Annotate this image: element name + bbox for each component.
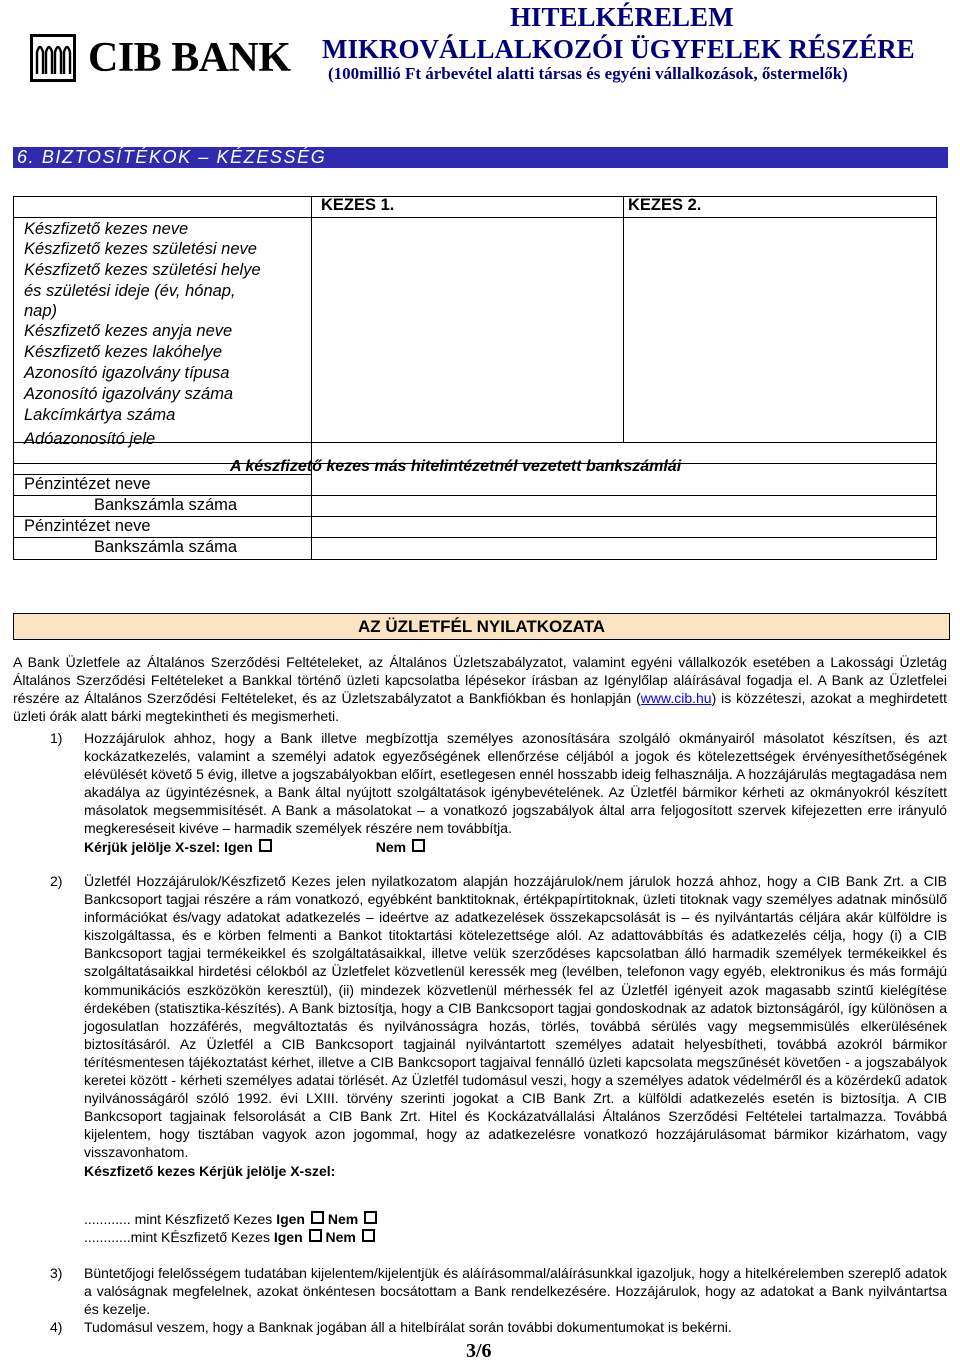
intro-text: ) is közzéteszi, azokat a meghirdetett üzleti órák alatt bárki megtekintheti és megismerheti. xyxy=(13,690,947,725)
row-label: Készfizető kezes születési helye xyxy=(24,261,261,279)
logo-text: CIB BANK xyxy=(88,35,291,81)
section-header xyxy=(13,147,948,168)
guarantor-table xyxy=(13,196,937,560)
yes-label: Igen xyxy=(273,1229,303,1246)
declaration-point-2 xyxy=(50,872,947,1180)
row-label: nap) xyxy=(24,302,58,320)
intro-text: A Bank Üzletfele az Általános Szerződési Feltételeket, az Általános Üzletszabályzatot, valamint egyéni vállalkozók esetében a Lakossági Üzletág Általános Szerződési Feltételeket a Bankkal történő üzleti kapcsolatba lépésekor írásban az Igénylőlap aláírásával fogadja el. A Bank az Üzletfelei részére az Általános Szerződési Feltételeket, és az Üzletszabályzatot a Bankfiókban és honlapján ( xyxy=(13,654,947,707)
guarantor-2-no-checkbox[interactable] xyxy=(362,1229,375,1242)
declaration-point-4 xyxy=(50,1318,947,1336)
consent-question: Kérjük jelölje X-szel: Igen xyxy=(84,838,253,855)
declaration-title: AZ ÜZLETFÉL NYILATKOZATA xyxy=(13,613,950,640)
column-header-guarantor-2: KEZES 2. xyxy=(628,196,702,214)
guarantor-1-yes-checkbox[interactable] xyxy=(311,1211,324,1224)
guarantor-2-yes-checkbox[interactable] xyxy=(309,1229,322,1242)
point-text: Tudomásul veszem, hogy a Banknak jogában áll a hitelbírálat során további dokumentumokat is bekérni. xyxy=(84,1319,732,1335)
page-number: 3/6 xyxy=(466,1340,492,1362)
declaration-point-1 xyxy=(50,729,947,856)
table-divider xyxy=(311,442,936,443)
point-number: 4) xyxy=(50,1319,63,1335)
row-label: Készfizető kezes anyja neve xyxy=(24,322,233,340)
no-checkbox[interactable] xyxy=(412,839,425,852)
declaration-point-3 xyxy=(50,1264,947,1318)
point-text: Hozzájárulok ahhoz, hogy a Bank illetve megbízottja személyes azonosítására szolgáló okmányairól másolatot készítsen, és azt kockázatkezelés, valamint a személyi adatok egyezőségének ellenőrzése céljából a jogok és kötelezettségek érvényesíthetőségének elévülését követő 5 évig, illetve a jogszabályokban előírt, esetlegesen ennél hosszabb ideig felhasználja. A hozzájárulás megtagadása nem akadálya az ügyintézésnek, a Bank által nyújtott szolgáltatások igénybevételének. Az Üzletfél bármikor kérheti az okmányokról készített másolatok megsemmisítését. A Bank a másolatokat – a vonatkozó jogszabályok által arra feljogosított szervek kifejezetten erre irányuló megkereséseit kivéve – harmadik személyek részére nem továbbítja. xyxy=(84,730,947,837)
guarantor-2-label: ............mint KÉszfizető Kezes xyxy=(84,1229,274,1246)
row-label: Azonosító igazolvány típusa xyxy=(24,364,230,382)
yes-checkbox[interactable] xyxy=(259,839,272,852)
header-note: (100millió Ft árbevétel alatti társas és egyéni vállalkozások, őstermelők) xyxy=(328,64,848,83)
no-label: Nem xyxy=(327,1211,359,1227)
declaration-intro xyxy=(13,653,947,725)
guarantor-2-consent xyxy=(84,1228,947,1246)
column-header-guarantor-1: KEZES 1. xyxy=(321,196,395,214)
bank-accounts-subheader: A készfizető kezes más hitelintézetnél vezetett bankszámlái xyxy=(230,458,682,475)
section-title: 6. BIZTOSÍTÉKOK – KÉZESSÉG xyxy=(17,147,327,167)
guarantor-1-no-checkbox[interactable] xyxy=(364,1211,377,1224)
table-divider xyxy=(623,197,624,442)
no-label: Nem xyxy=(325,1229,356,1246)
row-label: Készfizető kezes lakóhelye xyxy=(24,343,223,361)
website-link[interactable]: www.cib.hu xyxy=(640,690,712,707)
table-divider xyxy=(311,197,312,559)
table-divider xyxy=(14,217,936,218)
no-label: Nem xyxy=(375,838,407,855)
row-label: Azonosító igazolvány száma xyxy=(24,385,234,403)
row-label: Készfizető kezes neve xyxy=(24,220,189,238)
yes-label: Igen xyxy=(276,1211,305,1227)
point-number: 3) xyxy=(50,1265,63,1281)
guarantor-1-consent xyxy=(84,1210,947,1228)
cib-bank-logo xyxy=(30,34,292,82)
guarantor-consent-rows xyxy=(50,1210,947,1246)
table-divider xyxy=(14,516,936,517)
row-label: Készfizető kezes születési neve xyxy=(24,240,257,258)
row-label: Lakcímkártya száma xyxy=(24,406,176,424)
header-title: HITELKÉRELEM xyxy=(510,2,734,32)
header-subtitle: MIKROVÁLLALKOZÓI ÜGYFELEK RÉSZÉRE xyxy=(322,34,915,64)
guarantor-1-label: ............ mint Készfizető Kezes xyxy=(84,1211,277,1227)
consent-checkbox-row xyxy=(84,838,947,856)
bank-name-label: Pénzintézet neve xyxy=(24,475,151,493)
account-number-label: Bankszámla száma xyxy=(94,538,238,556)
row-label: és születési ideje (év, hónap, xyxy=(24,282,236,300)
bank-name-label: Pénzintézet neve xyxy=(24,517,151,535)
cib-logo-mark-icon xyxy=(30,34,76,82)
account-number-label: Bankszámla száma xyxy=(94,496,238,514)
point-text: Büntetőjogi felelősségem tudatában kijelentem/kijelentjük és aláírásommal/aláírásunkkal igazoljuk, hogy a hitelkérelemben szereplő adatok a valóságnak megfelelnek, azokat önkéntesen bocsátottam a Bank rendelkezésére. Hozzájárulok, hogy az adatokat a Bank nyilvántartsa és kezelje. xyxy=(84,1265,947,1318)
point-text: Üzletfél Hozzájárulok/Készfizető Kezes jelen nyilatkozatom alapján hozzájárulok/nem járulok hozzá ahhoz, hogy a CIB Bank Zrt. a CIB Bankcsoport tagjai részére a rám vonatkozó, egyébként banktitoknak, értékpapírtitoknak, üzleti titoknak vagy személyes adatnak minősülő információkat és/vagy adatokat adatkezelés – ideértve az adatkezelések összekapcsolását is – és nyilvántartás céljára akár külföldre is kiszolgáltassa, és e körben felmenti a Bankot titoktartási kötelezettsége alól. Az adattovábbítás és adatkezelés célja, hogy (i) a CIB Bankcsoport tagjai termékeikkel és szolgáltatásaikkal, illetve velük szerződéses kapcsolatban álló harmadik személyek termékeikkel és szolgáltatásaikkal hirdetési célokból az Üzletfelet közvetlenül keressék meg (levélben, telefonon vagy egyéb, elektronikus és más formájú kommunikációs eszközökön keresztül), (ii) mindezek közvetlenül mérhessék fel az Üzletfél igényeit azok magasabb szintű kielégítése érdekében (statisztika-készítés). A Bank biztosítja, hogy a CIB Bankcsoport tagjai gondoskodnak az adatok biztonságáról, így különösen a jogosulatlan hozzáférés, megváltoztatás és nyilvánosságra hozás, törlés, továbbá sérülés vagy megsemmisülés elkerülésének biztosításáról. Az Üzletfél a CIB Bankcsoport tagjainál nyilvántartott személyes adatait helyesbítheti, továbbá azokról bármikor térítésmentesen tájékoztatást kérhet, illetve a CIB Bankcsoport tagjaival fennálló üzleti kapcsolata megszűnését követően - a jogszabályok keretei között - kérheti személyes adatai törlését. Az Üzletfél tudomásul veszi, hogy a személyes adatok védelméről és a közérdekű adatok nyilvánosságáról szóló 1992. évi LXIII. törvény szerinti jogokat a CIB Bank Zrt. a külföldi adatkezelés esetén is biztosítja. A CIB Bankcsoport tagjainak felsorolását a CIB Bank Zrt. Hitel és Kockázatvállalási Általános Szerződési Feltételei tartalmazza. Továbbá kijelentem, hogy tisztában vagyok azon jogommal, hogy az adatkezelésre vonatkozó hozzájárulásomat bármikor kizárhatom, vagy visszavonhatom. xyxy=(84,873,947,1161)
row-label: Adóazonosító jele xyxy=(24,430,156,448)
guarantor-consent-question: Készfizető kezes Kérjük jelölje X-szel: xyxy=(84,1162,336,1179)
point-number: 1) xyxy=(50,730,63,746)
point-number: 2) xyxy=(50,873,63,889)
